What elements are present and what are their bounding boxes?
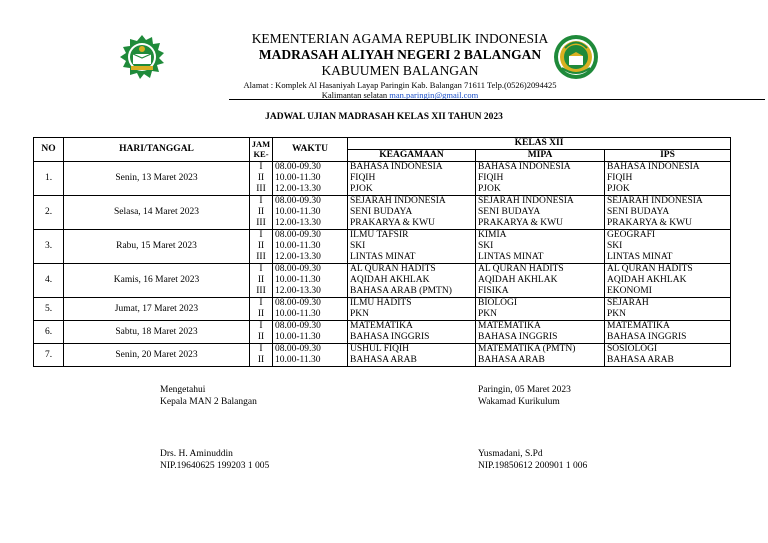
row-ips-line: PJOK [607,184,630,194]
signature-left-block [160,384,257,408]
row-waktu [273,344,348,367]
row-ips [605,196,731,230]
exam-schedule-table [33,137,731,367]
col-header-day: HARI/TANGGAL [64,138,250,162]
regency-name: KABUUMEN BALANGAN [321,63,479,78]
row-keagamaan [348,196,476,230]
row-keagamaan [348,230,476,264]
row-jam-line: II [257,207,265,217]
row-ips-line: AL QURAN HADITS [607,264,693,274]
row-keagamaan-line: MATEMATIKA [350,321,413,331]
col-header-no: NO [34,138,64,162]
row-keagamaan-line: AL QURAN HADITS [350,264,436,274]
row-jam [250,196,273,230]
row-jam-line: I [259,162,263,172]
row-waktu-line: 10.00-11.30 [275,241,321,251]
row-day: Senin, 20 Maret 2023 [64,344,250,367]
row-number: 2. [34,196,64,230]
sig-left-name: Drs. H. Aminuddin [160,449,233,459]
row-ips-line: BAHASA INGGRIS [607,332,687,342]
row-mipa-line: PKN [478,309,498,319]
row-keagamaan [348,264,476,298]
row-ips-line: BAHASA INDONESIA [607,162,700,172]
row-mipa [476,162,605,196]
row-keagamaan-line: LINTAS MINAT [350,252,416,262]
row-day: Jumat, 17 Maret 2023 [64,298,250,321]
ministry-name: KEMENTERIAN AGAMA REPUBLIK INDONESIA [251,31,549,46]
row-ips-line: SENI BUDAYA [607,207,670,217]
row-keagamaan-line: BAHASA ARAB [350,355,417,365]
row-jam-line: I [259,196,263,206]
row-keagamaan-line: PJOK [350,184,373,194]
row-number: 3. [34,230,64,264]
row-ips-line: SEJARAH INDONESIA [607,196,703,206]
row-mipa-line: KIMIA [478,230,507,240]
row-waktu-line: 08.00-09.30 [275,298,321,308]
row-ips-line: FIQIH [607,173,633,183]
row-ips [605,298,731,321]
row-waktu-line: 10.00-11.30 [275,173,321,183]
row-keagamaan [348,162,476,196]
address-line: Alamat : Komplek Al Hasaniyah Layap Paringin Kab. Balangan 71611 Telp.(0526)2094425 [243,80,557,90]
row-jam-line: II [257,275,265,285]
signature-left-name-block [160,448,269,472]
row-mipa-line: FISIKA [478,286,509,296]
row-keagamaan-line: FIQIH [350,173,376,183]
row-jam-line: I [259,230,263,240]
row-waktu-line: 08.00-09.30 [275,230,321,240]
row-waktu-line: 12.00-13.30 [275,218,321,228]
col-header-waktu: WAKTU [273,138,348,162]
row-mipa-line: BIOLOGI [478,298,518,308]
row-waktu-line: 10.00-11.30 [275,275,321,285]
row-keagamaan-line: ILMU HADITS [350,298,412,308]
row-jam [250,298,273,321]
row-day: Kamis, 16 Maret 2023 [64,264,250,298]
row-waktu [273,196,348,230]
row-number: 7. [34,344,64,367]
row-keagamaan-line: PRAKARYA & KWU [350,218,435,228]
header-divider [229,99,765,100]
row-waktu-line: 12.00-13.30 [275,184,321,194]
row-mipa-line: BAHASA ARAB [478,355,545,365]
row-mipa-line: BAHASA INGGRIS [478,332,558,342]
row-ips-line: SKI [607,241,623,251]
col-header-mipa: MIPA [476,150,605,162]
row-waktu-line: 08.00-09.30 [275,196,321,206]
row-waktu-line: 10.00-11.30 [275,309,321,319]
row-keagamaan-line: BAHASA INDONESIA [350,162,443,172]
row-ips-line: MATEMATIKA [607,321,670,331]
row-keagamaan-line: PKN [350,309,370,319]
row-jam-line: III [256,286,266,296]
sig-right-nip: NIP.19850612 200901 1 006 [478,461,588,471]
row-mipa-line: SKI [478,241,494,251]
row-day: Senin, 13 Maret 2023 [64,162,250,196]
row-ips-line: BAHASA ARAB [607,355,674,365]
row-ips [605,264,731,298]
table-row [34,230,731,264]
table-row [34,162,731,196]
row-ips [605,321,731,344]
row-jam-line: I [259,298,263,308]
row-jam-line: III [256,184,266,194]
col-header-keagamaan: KEAGAMAAN [348,150,476,162]
row-ips-line: PKN [607,309,627,319]
row-jam-line: I [259,344,263,354]
row-mipa-line: AQIDAH AKHLAK [478,275,558,285]
row-waktu-line: 08.00-09.30 [275,264,321,274]
row-waktu-line: 08.00-09.30 [275,321,321,331]
table-row [34,298,731,321]
row-jam [250,321,273,344]
signature-right-block [478,384,571,408]
row-mipa-line: BAHASA INDONESIA [478,162,571,172]
row-jam-line: II [257,173,265,183]
row-mipa [476,196,605,230]
row-ips-line: EKONOMI [607,286,652,296]
row-waktu [273,264,348,298]
table-row [34,264,731,298]
row-jam [250,230,273,264]
row-waktu-line: 10.00-11.30 [275,332,321,342]
row-ips [605,230,731,264]
row-keagamaan [348,321,476,344]
table-row [34,196,731,230]
row-ips-line: SEJARAH [607,298,649,308]
row-ips-line: PRAKARYA & KWU [607,218,692,228]
row-mipa-line: MATEMATIKA [478,321,541,331]
sig-left-line1: Mengetahui [160,385,206,395]
row-day: Sabtu, 18 Maret 2023 [64,321,250,344]
row-mipa-line: PJOK [478,184,501,194]
col-header-kelas: KELAS XII [348,138,731,150]
row-mipa [476,344,605,367]
row-keagamaan-line: SKI [350,241,366,251]
row-ips-line: SOSIOLOGI [607,344,658,354]
row-jam [250,344,273,367]
row-ips-line: AQIDAH AKHLAK [607,275,687,285]
row-keagamaan-line: ILMU TAFSIR [350,230,409,240]
row-ips-line: GEOGRAFI [607,230,656,240]
col-header-jam: JAM KE- [250,138,273,162]
row-waktu [273,321,348,344]
row-waktu-line: 08.00-09.30 [275,162,321,172]
row-mipa-line: LINTAS MINAT [478,252,544,262]
row-mipa [476,264,605,298]
row-waktu-line: 12.00-13.30 [275,286,321,296]
table-row [34,321,731,344]
row-mipa-line: PRAKARYA & KWU [478,218,563,228]
schedule-body [34,162,731,367]
row-keagamaan-line: USHUL FIQIH [350,344,410,354]
row-day: Selasa, 14 Maret 2023 [64,196,250,230]
row-mipa-line: SEJARAH INDONESIA [478,196,574,206]
sig-left-line2: Kepala MAN 2 Balangan [160,397,257,407]
row-mipa-line: SENI BUDAYA [478,207,541,217]
row-waktu [273,230,348,264]
row-number: 1. [34,162,64,196]
row-keagamaan-line: SEJARAH INDONESIA [350,196,446,206]
row-keagamaan-line: SENI BUDAYA [350,207,413,217]
row-ips [605,162,731,196]
row-waktu-line: 08.00-09.30 [275,344,321,354]
row-keagamaan-line: AQIDAH AKHLAK [350,275,430,285]
row-waktu-line: 10.00-11.30 [275,355,321,365]
row-keagamaan [348,344,476,367]
sig-right-name: Yusmadani, S.Pd [478,449,543,459]
row-day: Rabu, 15 Maret 2023 [64,230,250,264]
row-jam-line: II [257,355,265,365]
sig-left-nip: NIP.19640625 199203 1 005 [160,461,270,471]
sig-right-line1: Paringin, 05 Maret 2023 [478,385,571,395]
row-waktu [273,298,348,321]
table-row [34,344,731,367]
row-ips [605,344,731,367]
sig-right-line2: Wakamad Kurikulum [478,397,560,407]
madrasah-emblem-icon [553,34,599,80]
signature-right-name-block [478,448,587,472]
row-jam-line: II [257,332,265,342]
row-mipa-line: AL QURAN HADITS [478,264,564,274]
row-jam-line: I [259,264,263,274]
document-title: JADWAL UJIAN MADRASAH KELAS XII TAHUN 2023 [265,112,503,122]
row-keagamaan-line: BAHASA INGGRIS [350,332,430,342]
row-waktu-line: 12.00-13.30 [275,252,321,262]
school-name: MADRASAH ALIYAH NEGERI 2 BALANGAN [258,47,542,62]
row-mipa [476,298,605,321]
row-mipa [476,321,605,344]
letterhead [0,0,768,100]
row-number: 6. [34,321,64,344]
row-keagamaan [348,298,476,321]
row-jam-line: III [256,218,266,228]
row-number: 5. [34,298,64,321]
row-jam-line: I [259,321,263,331]
row-jam [250,264,273,298]
province-text: Kalimantan selatan [321,90,388,100]
row-mipa [476,230,605,264]
row-jam-line: II [257,309,265,319]
email-link[interactable]: man.paringin@gmail.com [389,90,479,100]
row-number: 4. [34,264,64,298]
row-ips-line: LINTAS MINAT [607,252,673,262]
row-keagamaan-line: BAHASA ARAB (PMTN) [350,286,452,296]
row-jam [250,162,273,196]
row-waktu [273,162,348,196]
col-header-ips: IPS [605,150,731,162]
row-waktu-line: 10.00-11.30 [275,207,321,217]
row-mipa-line: MATEMATIKA (PMTN) [478,344,576,354]
row-jam-line: III [256,252,266,262]
row-mipa-line: FIQIH [478,173,504,183]
row-jam-line: II [257,241,265,251]
